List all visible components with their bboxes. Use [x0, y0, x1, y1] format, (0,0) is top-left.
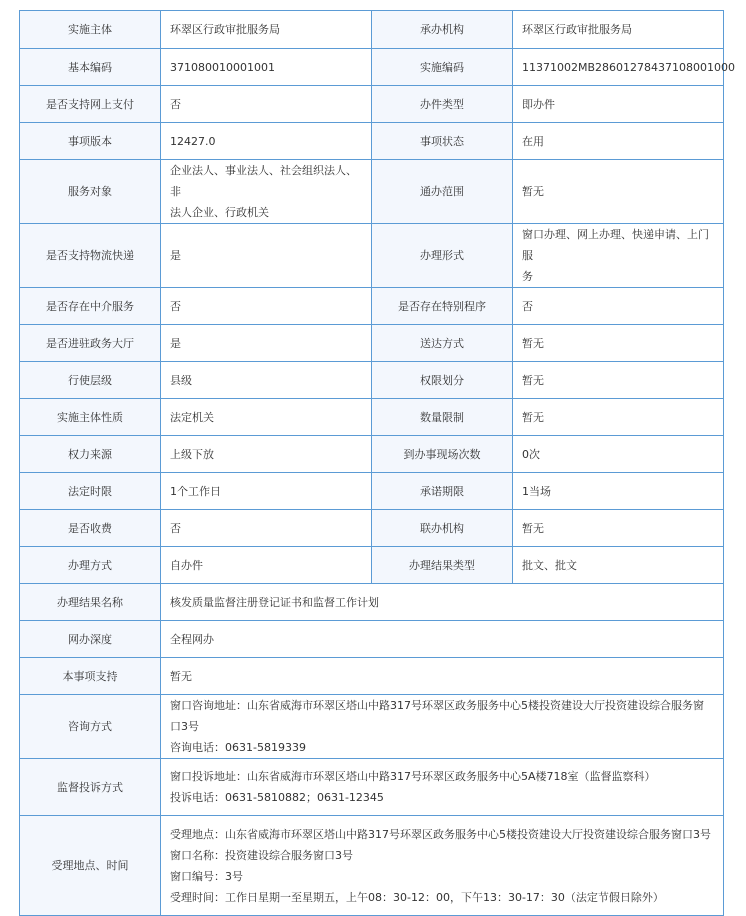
exercise-level-value: 县级: [161, 362, 372, 399]
handling-agency-label: 承办机构: [372, 11, 513, 49]
exercise-level-label: 行使层级: [20, 362, 161, 399]
item-version-value: 12427.0: [161, 123, 372, 160]
table-row: [20, 11, 724, 49]
handling-form-line: 窗口办理、网上办理、快递申请、上门服: [522, 228, 709, 262]
venue-time-value: [161, 816, 724, 916]
service-target-line: 企业法人、事业法人、社会组织法人、非: [170, 164, 357, 198]
table-row: [20, 658, 724, 695]
general-scope-label: 通办范围: [372, 160, 513, 224]
result-name-label: 办理结果名称: [20, 584, 161, 621]
general-scope-value: 暂无: [513, 160, 724, 224]
table-row: [20, 816, 724, 916]
promised-time-limit-value: 1当场: [513, 473, 724, 510]
service-target-value: [161, 160, 372, 224]
handling-form-value: [513, 224, 724, 288]
delivery-method-label: 送达方式: [372, 325, 513, 362]
table-row: [20, 436, 724, 473]
consult-method-value: [161, 695, 724, 759]
body-nature-value: 法定机关: [161, 399, 372, 436]
result-name-value: 核发质量监督注册登记证书和监督工作计划: [161, 584, 724, 621]
joint-agency-value: 暂无: [513, 510, 724, 547]
complaint-method-value: [161, 759, 724, 816]
charge-label: 是否收费: [20, 510, 161, 547]
item-status-label: 事项状态: [372, 123, 513, 160]
table-row: [20, 160, 724, 224]
handling-method-label: 办理方式: [20, 547, 161, 584]
power-source-label: 权力来源: [20, 436, 161, 473]
online-payment-value: 否: [161, 86, 372, 123]
handling-agency-value: 环翠区行政审批服务局: [513, 11, 724, 49]
service-target-label: 服务对象: [20, 160, 161, 224]
table-row: [20, 621, 724, 658]
site-visits-value: 0次: [513, 436, 724, 473]
case-type-value: 即办件: [513, 86, 724, 123]
quantity-limit-value: 暂无: [513, 399, 724, 436]
basic-code-value: 371080010001001: [161, 49, 372, 86]
window-name: 窗口名称：投资建设综合服务窗口3号: [170, 848, 353, 862]
quantity-limit-label: 数量限制: [372, 399, 513, 436]
result-type-label: 办理结果类型: [372, 547, 513, 584]
result-type-value: 批文、批文: [513, 547, 724, 584]
consult-method-label: 咨询方式: [20, 695, 161, 759]
service-item-info-sheet: [19, 10, 735, 916]
table-row: [20, 288, 724, 325]
legal-time-limit-label: 法定时限: [20, 473, 161, 510]
consult-phone: 咨询电话：0631-5819339: [170, 741, 306, 754]
complaint-phone: 投诉电话：0631-5810882；0631-12345: [170, 791, 384, 804]
special-procedure-label: 是否存在特别程序: [372, 288, 513, 325]
table-row: [20, 49, 724, 86]
complaint-address: 窗口投诉地址：山东省威海市环翠区塔山中路317号环翠区政务服务中心5A楼718室（监督监察科）: [170, 770, 656, 783]
service-hall-value: 是: [161, 325, 372, 362]
table-row: [20, 584, 724, 621]
item-detail-table: [19, 10, 735, 916]
table-row: [20, 325, 724, 362]
handling-method-value: 自办件: [161, 547, 372, 584]
online-payment-label: 是否支持网上支付: [20, 86, 161, 123]
table-row: [20, 473, 724, 510]
table-row: [20, 86, 724, 123]
power-source-value: 上级下放: [161, 436, 372, 473]
table-row: [20, 510, 724, 547]
venue-address: 受理地点：山东省威海市环翠区塔山中路317号环翠区政务服务中心5楼投资建设大厅投资建设综合服务窗口3号: [170, 827, 711, 841]
item-status-value: 在用: [513, 123, 724, 160]
intermediary-service-label: 是否存在中介服务: [20, 288, 161, 325]
complaint-method-label: 监督投诉方式: [20, 759, 161, 816]
case-type-label: 办件类型: [372, 86, 513, 123]
online-depth-label: 网办深度: [20, 621, 161, 658]
implementing-body-label: 实施主体: [20, 11, 161, 49]
table-row: [20, 695, 724, 759]
promised-time-limit-label: 承诺期限: [372, 473, 513, 510]
handling-form-line: 务: [522, 270, 533, 283]
acceptance-hours: 受理时间：工作日星期一至星期五，上午08：30-12：00，下午13：30-17：30（法定节假日除外）: [170, 890, 664, 904]
logistics-delivery-value: 是: [161, 224, 372, 288]
item-version-label: 事项版本: [20, 123, 161, 160]
authority-division-label: 权限划分: [372, 362, 513, 399]
delivery-method-value: 暂无: [513, 325, 724, 362]
item-support-label: 本事项支持: [20, 658, 161, 695]
online-depth-value: 全程网办: [161, 621, 724, 658]
implementing-body-value: 环翠区行政审批服务局: [161, 11, 372, 49]
charge-value: 否: [161, 510, 372, 547]
table-row: [20, 224, 724, 288]
venue-time-label: 受理地点、时间: [20, 816, 161, 916]
service-hall-label: 是否进驻政务大厅: [20, 325, 161, 362]
table-row: [20, 547, 724, 584]
legal-time-limit-value: 1个工作日: [161, 473, 372, 510]
table-row: [20, 759, 724, 816]
table-row: [20, 362, 724, 399]
table-row: [20, 123, 724, 160]
consult-address: 窗口咨询地址：山东省威海市环翠区塔山中路317号环翠区政务服务中心5楼投资建设大厅投资建设综合服务窗口3号: [170, 699, 704, 733]
site-visits-label: 到办事现场次数: [372, 436, 513, 473]
intermediary-service-value: 否: [161, 288, 372, 325]
item-support-value: 暂无: [161, 658, 724, 695]
handling-form-label: 办理形式: [372, 224, 513, 288]
table-row: [20, 399, 724, 436]
basic-code-label: 基本编码: [20, 49, 161, 86]
body-nature-label: 实施主体性质: [20, 399, 161, 436]
special-procedure-value: 否: [513, 288, 724, 325]
window-number: 窗口编号：3号: [170, 869, 243, 883]
implementation-code-label: 实施编码: [372, 49, 513, 86]
authority-division-value: 暂无: [513, 362, 724, 399]
joint-agency-label: 联办机构: [372, 510, 513, 547]
logistics-delivery-label: 是否支持物流快递: [20, 224, 161, 288]
service-target-line: 法人企业、行政机关: [170, 206, 269, 219]
implementation-code-value: 11371002MB28601278437108001000: [513, 49, 724, 86]
